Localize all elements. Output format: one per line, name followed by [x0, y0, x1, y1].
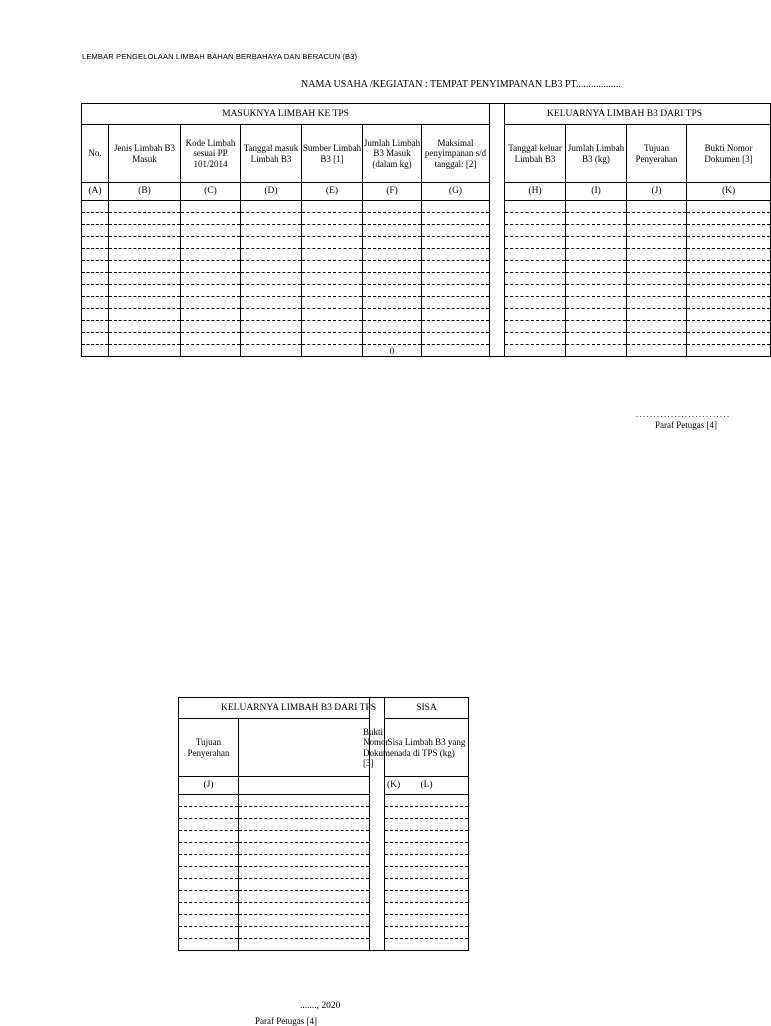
table-cell[interactable] — [385, 903, 469, 915]
table-cell[interactable] — [627, 213, 687, 225]
waste-log-table-page-1 — [81, 103, 753, 383]
table-cell[interactable] — [82, 273, 109, 285]
col-code-l: (L) — [385, 777, 469, 795]
table-cell[interactable] — [181, 273, 241, 285]
col-label-f: Jumlah Limbah B3 Masuk (dalam kg) — [363, 125, 422, 183]
table-cell[interactable] — [82, 261, 109, 273]
table-cell[interactable] — [82, 297, 109, 309]
table-cell[interactable] — [179, 879, 239, 891]
header-keluar-continued: KELUARNYA LIMBAH B3 DARI TPS — [179, 698, 370, 719]
table-cell[interactable] — [109, 321, 181, 333]
table-cell[interactable] — [505, 213, 566, 225]
table-cell[interactable] — [239, 915, 370, 927]
table-cell[interactable] — [505, 345, 566, 357]
table-cell[interactable] — [181, 321, 241, 333]
table-cell[interactable] — [302, 345, 363, 357]
table-cell[interactable] — [82, 321, 109, 333]
table-cell[interactable] — [627, 285, 687, 297]
col-code-j: (J) — [627, 183, 687, 201]
header-sisa: SISA — [385, 698, 469, 719]
col-code-e: (E) — [302, 183, 363, 201]
table-cell[interactable] — [422, 201, 490, 213]
table-cell[interactable] — [302, 333, 363, 345]
table-cell[interactable] — [241, 345, 302, 357]
header-keluar: KELUARNYA LIMBAH B3 DARI TPS — [505, 104, 771, 125]
table-cell[interactable] — [181, 201, 241, 213]
table-cell[interactable] — [82, 237, 109, 249]
col-label-a: No. — [82, 125, 109, 183]
table-cell[interactable] — [385, 831, 469, 843]
waste-log-table-page-2 — [187, 697, 470, 977]
table-cell[interactable] — [566, 213, 627, 225]
signature-paraf-page-2 — [255, 1016, 358, 1026]
company-name-line: NAMA USAHA /KEGIATAN : TEMPAT PENYIMPANAN LB3 PT.................. — [301, 79, 621, 90]
table-cell[interactable] — [687, 285, 771, 297]
table-cell[interactable] — [302, 273, 363, 285]
total-jumlah-masuk: 0 — [363, 345, 422, 357]
table-cell[interactable] — [627, 333, 687, 345]
table-cell[interactable] — [109, 237, 181, 249]
col-code-k: (K) — [687, 183, 771, 201]
table-cell[interactable] — [82, 333, 109, 345]
table-cell[interactable] — [241, 285, 302, 297]
table-cell[interactable] — [181, 261, 241, 273]
table-cell[interactable] — [179, 855, 239, 867]
col-code-g: (G) — [422, 183, 490, 201]
table-cell[interactable] — [687, 201, 771, 213]
table-cell[interactable] — [687, 237, 771, 249]
table-cell[interactable] — [109, 249, 181, 261]
col-label-j: Tujuan Penyerahan — [179, 719, 239, 777]
table-cell[interactable] — [181, 225, 241, 237]
table-cell[interactable] — [566, 309, 627, 321]
waste-log-table-continued — [178, 697, 469, 951]
signature-paraf-page-1: Paraf Petugas [4] — [655, 420, 717, 430]
table-cell[interactable] — [241, 237, 302, 249]
table-cell[interactable] — [422, 345, 490, 357]
table-cell[interactable] — [109, 201, 181, 213]
table-cell[interactable] — [179, 819, 239, 831]
table-cell[interactable] — [179, 927, 239, 939]
table-cell[interactable] — [687, 321, 771, 333]
table-cell[interactable] — [179, 807, 239, 819]
table-cell[interactable] — [505, 249, 566, 261]
col-code-j: (J) — [179, 777, 239, 795]
table-cell[interactable] — [302, 237, 363, 249]
table-cell[interactable] — [302, 309, 363, 321]
table-cell[interactable] — [302, 213, 363, 225]
table-cell[interactable] — [363, 273, 422, 285]
table-cell[interactable] — [363, 297, 422, 309]
table-cell[interactable] — [363, 225, 422, 237]
col-label-e: Sumber Limbah B3 [1] — [302, 125, 363, 183]
table-cell[interactable] — [363, 309, 422, 321]
table-cell[interactable] — [181, 249, 241, 261]
table-cell[interactable] — [505, 333, 566, 345]
table-cell[interactable] — [109, 345, 181, 357]
col-code-k: (K) — [239, 777, 370, 795]
table-cell[interactable] — [505, 273, 566, 285]
table-cell[interactable] — [505, 321, 566, 333]
table-cell[interactable] — [241, 225, 302, 237]
table-cell[interactable] — [505, 297, 566, 309]
table-cell[interactable] — [627, 201, 687, 213]
signature-date: ......., 2020 — [300, 1001, 341, 1011]
table-cell[interactable] — [422, 273, 490, 285]
table-cell[interactable] — [363, 333, 422, 345]
table-cell[interactable] — [566, 321, 627, 333]
table-cell[interactable] — [181, 297, 241, 309]
table-cell[interactable] — [566, 237, 627, 249]
table-cell[interactable] — [385, 939, 469, 951]
table-cell[interactable] — [82, 309, 109, 321]
table-cell[interactable] — [302, 225, 363, 237]
table-cell[interactable] — [241, 213, 302, 225]
table-cell[interactable] — [566, 345, 627, 357]
table-cell[interactable] — [109, 297, 181, 309]
col-code-c: (C) — [181, 183, 241, 201]
col-label-i: Jumlah Limbah B3 (kg) — [566, 125, 627, 183]
table-cell[interactable] — [109, 309, 181, 321]
table-cell[interactable] — [687, 345, 771, 357]
table-cell[interactable] — [179, 915, 239, 927]
table-cell[interactable] — [302, 201, 363, 213]
table-cell[interactable] — [82, 213, 109, 225]
table-cell[interactable] — [385, 891, 469, 903]
col-label-g: Maksimal penyimpanan s/d tanggal: [2] — [422, 125, 490, 183]
col-label-k: Bukti Nomor Dokumen [3] — [239, 719, 370, 777]
table-cell[interactable] — [302, 297, 363, 309]
table-cell[interactable] — [505, 261, 566, 273]
table-cell[interactable] — [422, 309, 490, 321]
table-cell[interactable] — [179, 867, 239, 879]
table-cell[interactable] — [687, 225, 771, 237]
table-cell[interactable] — [385, 795, 469, 807]
table-cell[interactable] — [179, 903, 239, 915]
table-cell[interactable] — [422, 297, 490, 309]
signature-dots-page-1: ........................... — [636, 410, 731, 419]
table-cell[interactable] — [363, 201, 422, 213]
table-cell[interactable] — [363, 249, 422, 261]
table-cell[interactable] — [505, 237, 566, 249]
table-cell[interactable] — [179, 831, 239, 843]
table-cell[interactable] — [422, 237, 490, 249]
col-label-h: Tanggal keluar Limbah B3 — [505, 125, 566, 183]
table-cell[interactable] — [385, 879, 469, 891]
table-cell[interactable] — [179, 891, 239, 903]
table-cell[interactable] — [385, 843, 469, 855]
table-cell[interactable] — [239, 867, 370, 879]
table-cell[interactable] — [422, 321, 490, 333]
table-cell[interactable] — [109, 225, 181, 237]
table-cell[interactable] — [302, 321, 363, 333]
table-cell[interactable] — [239, 843, 370, 855]
table-cell[interactable] — [241, 201, 302, 213]
col-code-f: (F) — [363, 183, 422, 201]
table-cell[interactable] — [687, 333, 771, 345]
table-cell[interactable] — [363, 237, 422, 249]
table-cell[interactable] — [505, 201, 566, 213]
table-cell[interactable] — [181, 285, 241, 297]
col-label-c: Kode Limbah sesuai PP 101/2014 — [181, 125, 241, 183]
table-cell[interactable] — [627, 297, 687, 309]
table-cell[interactable] — [181, 309, 241, 321]
table-cell[interactable] — [241, 297, 302, 309]
table-cell[interactable] — [239, 891, 370, 903]
table-cell[interactable] — [422, 249, 490, 261]
waste-log-table — [81, 103, 771, 357]
table-cell[interactable] — [422, 285, 490, 297]
table-cell[interactable] — [241, 321, 302, 333]
table-cell[interactable] — [109, 333, 181, 345]
table-cell[interactable] — [239, 903, 370, 915]
table-cell[interactable] — [627, 237, 687, 249]
table-cell[interactable] — [385, 927, 469, 939]
table-cell[interactable] — [566, 249, 627, 261]
table-cell[interactable] — [239, 927, 370, 939]
table-cell[interactable] — [566, 225, 627, 237]
table-cell[interactable] — [505, 309, 566, 321]
table-cell[interactable] — [241, 261, 302, 273]
table-cell[interactable] — [82, 201, 109, 213]
table-cell[interactable] — [627, 261, 687, 273]
table-cell[interactable] — [627, 345, 687, 357]
table-cell[interactable] — [422, 213, 490, 225]
table-cell[interactable] — [566, 261, 627, 273]
table-cell[interactable] — [363, 321, 422, 333]
col-label-k: Bukti Nomor Dokumen [3] — [687, 125, 771, 183]
table-cell[interactable] — [82, 285, 109, 297]
table-cell[interactable] — [363, 213, 422, 225]
table-cell[interactable] — [687, 273, 771, 285]
table-cell[interactable] — [109, 213, 181, 225]
table-cell[interactable] — [109, 273, 181, 285]
table-cell[interactable] — [179, 843, 239, 855]
table-cell[interactable] — [239, 831, 370, 843]
table-cell[interactable] — [505, 285, 566, 297]
table-cell[interactable] — [109, 285, 181, 297]
table-cell[interactable] — [385, 867, 469, 879]
table-cell[interactable] — [179, 939, 239, 951]
table-cell[interactable] — [82, 345, 109, 357]
table-cell[interactable] — [566, 273, 627, 285]
table-cell[interactable] — [627, 273, 687, 285]
table-cell[interactable] — [239, 879, 370, 891]
table-cell[interactable] — [627, 309, 687, 321]
table-cell[interactable] — [179, 795, 239, 807]
table-cell[interactable] — [363, 261, 422, 273]
col-label-b: Jenis Limbah B3 Masuk — [109, 125, 181, 183]
table-cell[interactable] — [422, 261, 490, 273]
table-cell[interactable] — [239, 819, 370, 831]
table-cell[interactable] — [181, 333, 241, 345]
table-cell[interactable] — [241, 273, 302, 285]
table-cell[interactable] — [302, 285, 363, 297]
table-cell[interactable] — [82, 249, 109, 261]
table-cell[interactable] — [687, 213, 771, 225]
table-cell[interactable] — [422, 225, 490, 237]
table-cell[interactable] — [566, 285, 627, 297]
table-cell[interactable] — [181, 213, 241, 225]
table-cell[interactable] — [687, 249, 771, 261]
table-cell[interactable] — [302, 249, 363, 261]
table-cell[interactable] — [687, 261, 771, 273]
table-cell[interactable] — [687, 297, 771, 309]
table-cell[interactable] — [241, 249, 302, 261]
table-cell[interactable] — [566, 201, 627, 213]
table-cell[interactable] — [385, 855, 469, 867]
table-cell[interactable] — [566, 333, 627, 345]
column-separator — [490, 104, 505, 357]
table-cell[interactable] — [385, 807, 469, 819]
table-cell[interactable] — [239, 939, 370, 951]
col-label-j: Tujuan Penyerahan — [627, 125, 687, 183]
table-cell[interactable] — [239, 807, 370, 819]
table-cell[interactable] — [422, 333, 490, 345]
table-cell[interactable] — [363, 285, 422, 297]
table-cell[interactable] — [181, 345, 241, 357]
form-title: LEMBAR PENGELOLAAN LIMBAH BAHAN BERBAHAYA DAN BERACUN (B3) — [82, 52, 358, 61]
table-cell[interactable] — [505, 225, 566, 237]
table-cell[interactable] — [109, 261, 181, 273]
table-cell[interactable] — [82, 225, 109, 237]
header-masuk: MASUKNYA LIMBAH KE TPS — [82, 104, 490, 125]
col-code-h: (H) — [505, 183, 566, 201]
col-code-i: (I) — [566, 183, 627, 201]
table-cell[interactable] — [302, 261, 363, 273]
table-cell[interactable] — [239, 855, 370, 867]
table-cell[interactable] — [241, 333, 302, 345]
table-cell[interactable] — [627, 225, 687, 237]
table-cell[interactable] — [687, 309, 771, 321]
table-cell[interactable] — [239, 795, 370, 807]
col-code-d: (D) — [241, 183, 302, 201]
table-cell[interactable] — [627, 249, 687, 261]
col-label-l: Sisa Limbah B3 yang ada di TPS (kg) — [385, 719, 469, 777]
table-cell[interactable] — [627, 321, 687, 333]
table-cell[interactable] — [566, 297, 627, 309]
col-code-a: (A) — [82, 183, 109, 201]
table-cell[interactable] — [385, 915, 469, 927]
table-cell[interactable] — [385, 819, 469, 831]
table-cell[interactable] — [181, 237, 241, 249]
col-label-d: Tanggal masuk Limbah B3 — [241, 125, 302, 183]
table-cell[interactable] — [241, 309, 302, 321]
signature-paraf-text: Paraf Petugas [4] — [255, 1016, 317, 1026]
col-code-b: (B) — [109, 183, 181, 201]
